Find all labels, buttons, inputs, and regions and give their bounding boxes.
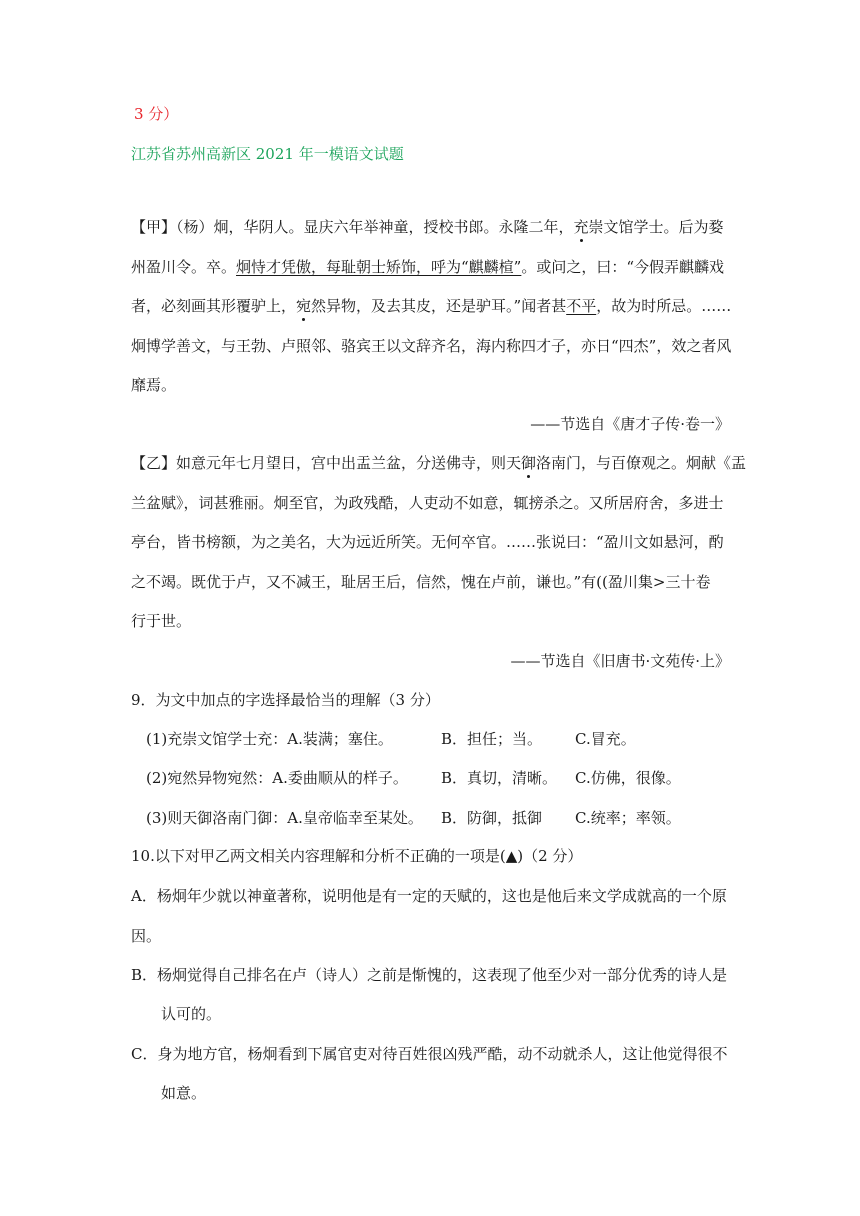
dotted-char: 御 <box>521 454 537 472</box>
jia-text: 。或问之，曰：“今假弄麒麟戏 <box>521 258 725 276</box>
jia-text: 州盈川令。卒。 <box>131 258 237 276</box>
q9-stem: 9．为文中加点的字选择最恰当的理解（3 分） <box>131 691 440 709</box>
jia-text: 【甲】（杨）炯，华阴人。显庆六年举神童，授校书郎。永隆二年， <box>131 218 574 236</box>
yi-line-5: 行于世。 <box>131 612 192 630</box>
jia-line-5: 靡焉。 <box>131 376 177 394</box>
yi-text: 洛南门，与百僚观之。炯献《盂 <box>536 454 747 472</box>
q9-item-1-option-c: C.冒充。 <box>575 730 636 748</box>
dotted-char: 宛 <box>296 297 312 315</box>
jia-text: 崇文馆学士。后为婺 <box>588 218 724 236</box>
jia-line-4: 炯博学善文，与王勃、卢照邻、骆宾王以文辞齐名，海内称四才子，亦日“四杰”，效之者风 <box>131 337 732 355</box>
yi-line-2: 兰盆赋》，词甚雅丽。炯至官，为政残酷，人吏动不如意，辄搒杀之。又所居府舍，多进士 <box>131 494 724 512</box>
jia-line-1 <box>131 217 724 237</box>
underlined-text: 炯恃才凭傲，每耻朝士矫饰，呼为“麒麟楦” <box>236 258 522 276</box>
q10-stem: 10.以下对甲乙两文相关内容理解和分析不正确的一项是(▲)（2 分） <box>131 847 583 865</box>
q10-option-a: A．杨炯年少就以神童著称，说明他是有一定的天赋的，这也是他后来文学成就高的一个原 <box>131 887 727 905</box>
jia-text: ，故为时所忌。…… <box>596 297 732 315</box>
jia-line-2 <box>131 257 724 277</box>
underlined-text: 不平 <box>566 297 597 315</box>
q9-item-2-prompt: (2)宛然异物宛然：A.委曲顺从的样子。 <box>146 769 408 787</box>
q9-item-1-prompt: (1)充崇文馆学士充：A.装满；塞住。 <box>146 730 393 748</box>
yi-line-1 <box>131 453 746 473</box>
yi-attribution: ——节选自《旧唐书·文苑传·上》 <box>510 652 730 670</box>
source-title[interactable]: 江苏省苏州高新区 2021 年一模语文试题 <box>131 145 404 163</box>
q10-option-c: C．身为地方官，杨炯看到下属官吏对待百姓很凶残严酷，动不动就杀人，这让他觉得很不 <box>131 1045 728 1063</box>
score-note: 3 分） <box>134 105 179 123</box>
q9-item-3-prompt: (3)则天御洛南门御：A.皇帝临幸至某处。 <box>146 809 423 827</box>
q10-option-b-cont: 认可的。 <box>161 1005 222 1023</box>
q10-option-a-cont: 因。 <box>131 927 162 945</box>
q10-option-b: B．杨炯觉得自己排名在卢（诗人）之前是惭愧的，这表现了他至少对一部分优秀的诗人是 <box>131 966 728 984</box>
yi-line-3: 亭台，皆书榜额，为之美名，大为远近所笑。无何卒官。……张说曰：“盈川文如悬河，酌 <box>131 533 724 551</box>
dotted-char: 充 <box>573 218 589 236</box>
jia-text: 然异物，及去其皮，还是驴耳。”闻者甚 <box>311 297 567 315</box>
q9-item-1-option-b: B．担任；当。 <box>441 730 543 748</box>
jia-attribution: ——节选自《唐才子传·卷一》 <box>530 415 730 433</box>
q10-option-c-cont: 如意。 <box>161 1084 207 1102</box>
jia-text: 者，必刻画其形覆驴上， <box>131 297 297 315</box>
yi-text: 【乙】如意元年七月望日，宫中出盂兰盆，分送佛寺，则天 <box>131 454 522 472</box>
q9-item-3-option-c: C.统率；率领。 <box>575 809 681 827</box>
q9-item-2-option-b: B．真切，清晰。 <box>441 769 558 787</box>
q9-item-2-option-c: C.仿佛，很像。 <box>575 769 681 787</box>
jia-line-3 <box>131 296 731 316</box>
q9-item-3-option-b: B．防御，抵御 <box>441 809 543 827</box>
yi-line-4: 之不竭。既优于卢，又不减王，耻居王后，信然，愧在卢前，谦也。”有((盈川集>三十卷 <box>131 573 711 591</box>
